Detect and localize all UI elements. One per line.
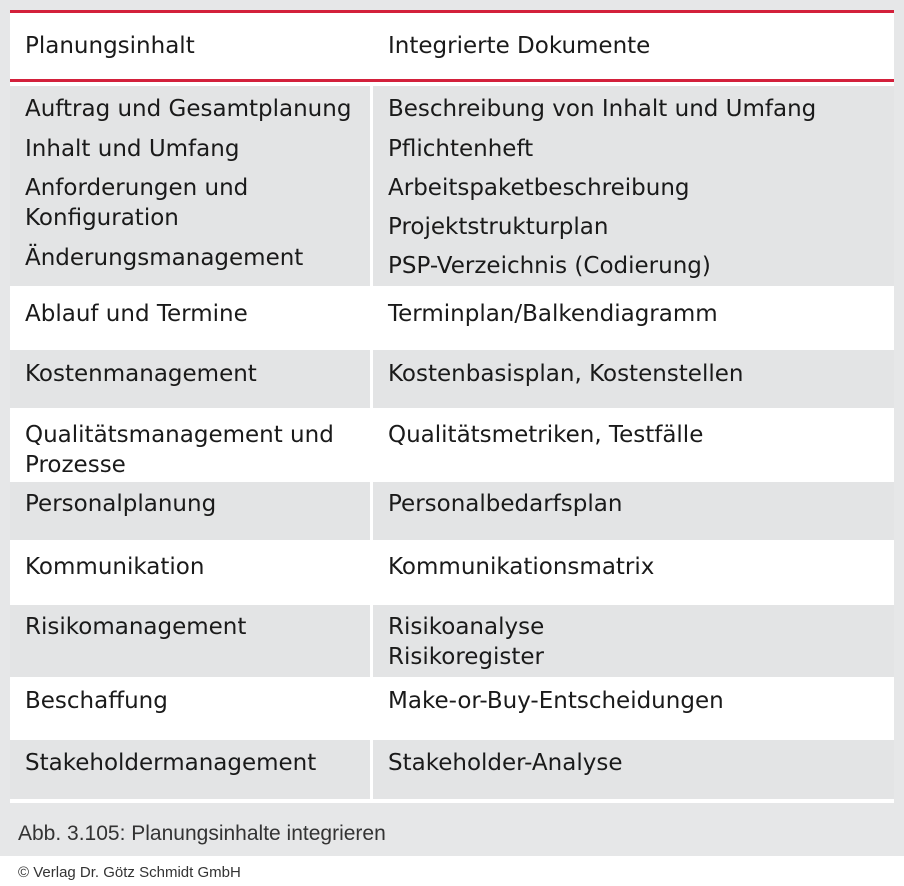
row-content-cell: [10, 86, 370, 286]
document-line: Personalbedarfsplan: [388, 491, 623, 517]
row-content-cell: [10, 677, 370, 736]
document-line: Make-or-Buy-Entscheidungen: [388, 688, 724, 714]
content-line: Beschaffung: [25, 688, 168, 714]
row-content-cell: [10, 740, 370, 799]
row-documents-cell: [370, 86, 894, 286]
document-line: Risikoregister: [388, 644, 545, 670]
row-documents-cell: [370, 482, 894, 540]
table-row: [10, 544, 894, 601]
content-line: Änderungsmanagement: [25, 245, 304, 271]
content-line: Qualitätsmanagement und Prozesse: [25, 422, 334, 478]
content-line: Kommunikation: [25, 554, 205, 580]
table-row: [10, 290, 894, 346]
row-documents-cell: [370, 544, 894, 601]
document-line: Kommunikationsmatrix: [388, 554, 655, 580]
document-line: Stakeholder-Analyse: [388, 750, 623, 776]
row-documents-cell: [370, 740, 894, 799]
content-line: Inhalt und Umfang: [25, 136, 240, 162]
document-line: Projektstrukturplan: [388, 214, 609, 240]
copyright-footer: [0, 856, 904, 886]
document-line: Beschreibung von Inhalt und Umfang: [388, 96, 817, 122]
table-row: [10, 350, 894, 408]
header-planungsinhalt: Planungsinhalt: [10, 13, 370, 79]
document-line: PSP-Verzeichnis (Codierung): [388, 253, 711, 279]
content-line: Stakeholdermanagement: [25, 750, 317, 776]
figure-caption: Abb. 3.105: Planungsinhalte integrieren: [18, 822, 386, 845]
row-documents-cell: [370, 677, 894, 736]
content-line: Risikomanagement: [25, 614, 247, 640]
row-content-cell: [10, 350, 370, 408]
header-integrierte-dokumente: Integrierte Dokumente: [370, 13, 894, 79]
document-line: Arbeitspaketbeschreibung: [388, 175, 690, 201]
row-content-cell: [10, 605, 370, 677]
copyright-text: © Verlag Dr. Götz Schmidt GmbH: [18, 864, 241, 881]
row-documents-cell: [370, 412, 894, 482]
row-documents-cell: [370, 350, 894, 408]
table-row: [10, 412, 894, 482]
document-line: Risikoanalyse: [388, 614, 545, 640]
table-header-row: [10, 13, 894, 79]
document-line: Pflichtenheft: [388, 136, 534, 162]
table-row: [10, 482, 894, 540]
planning-table: [10, 10, 894, 803]
table-row: [10, 605, 894, 677]
row-content-cell: [10, 290, 370, 346]
row-content-cell: [10, 482, 370, 540]
row-documents-cell: [370, 605, 894, 677]
content-line: Anforderungen und Konfiguration: [25, 175, 249, 231]
table-row: [10, 86, 894, 286]
content-line: Personalplanung: [25, 491, 217, 517]
document-line: Terminplan/Balkendiagramm: [388, 301, 718, 327]
content-line: Kostenmanagement: [25, 361, 257, 387]
row-content-cell: [10, 544, 370, 601]
document-line: Qualitätsmetriken, Testfälle: [388, 422, 704, 448]
table-row: [10, 740, 894, 799]
table-row: [10, 677, 894, 736]
row-content-cell: [10, 412, 370, 482]
document-line: Kostenbasisplan, Kostenstellen: [388, 361, 744, 387]
content-line: Auftrag und Gesamtplanung: [25, 96, 352, 122]
content-line: Ablauf und Termine: [25, 301, 248, 327]
row-documents-cell: [370, 290, 894, 346]
